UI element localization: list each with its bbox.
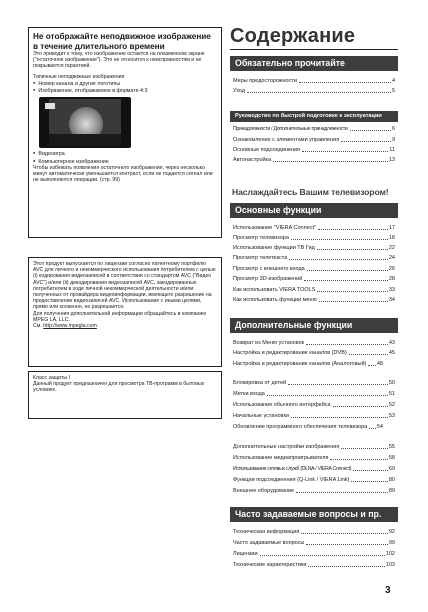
license-see: См. http://www.mpegla.com.: [33, 323, 99, 330]
bullet-item: ● Номер канала и другие логотипы: [33, 80, 217, 87]
toc-entry[interactable]: Меры предосторожности 4: [233, 78, 395, 84]
toc-entry[interactable]: Основные подсоединения 11: [233, 147, 395, 153]
toc-entry[interactable]: Использование сетевых служб (DLNA / VIERA Connect) 69: [233, 466, 395, 472]
toc-entry[interactable]: Дополнительные настройки изображения 55: [233, 444, 395, 450]
toc-entry[interactable]: Просмотр телетекста 24: [233, 255, 395, 261]
toc-entry[interactable]: Уход 5: [233, 88, 395, 94]
page-title: Содержание: [230, 25, 356, 47]
bullet-list-bottom: [33, 150, 217, 165]
toc-entry[interactable]: Использование функции ТВ Гид 22: [233, 245, 395, 251]
protection-class-box: [28, 371, 222, 419]
toc-entry[interactable]: Как использовать VIERA TOOLS 33: [233, 287, 395, 293]
section-header-quick-start: Руководство по быстрой подготовке к эксплуатации: [230, 111, 398, 122]
license-text: Этот продукт выпускается по лицензии согласно патентному портфелю AVC для личного и некоммерческого использования потребителем с целью (i) кодирования видеозаписей в соответствии со стандартом AVC ("Видео AVC") и/или (ii) декодирования видеозаписей AVC, закодированных потребителем в ходе личной некоммерческой деятельности и/или полученных от провайдера видеоинформации, имеющего разрешение на предоставление видеозаписей AVC. Использование с иными целями, прямо или косвенно, не разрешается.: [33, 261, 216, 311]
still-image-notice-box: [28, 27, 222, 238]
page-number: 3: [385, 585, 391, 596]
still-image-illustration: [39, 97, 131, 148]
bullet-item: ● Компьютерное изображение: [33, 158, 217, 165]
typical-images-label: Типичные неподвижные изображения: [33, 73, 125, 80]
still-image-intro: Это приводит к тому, что изображение остается на плазменном экране ("остаточное изображение"). Это не относится к неисправностям и не покрывается гарантией.: [33, 51, 205, 70]
toc-entry[interactable]: Технические характеристики 103: [233, 562, 395, 568]
slogan: Наслаждайтесь Вашим телевизором!: [232, 187, 389, 197]
toc-entry[interactable]: Настройка и редактирование каналов (Аналоговый) 48: [233, 361, 383, 367]
toc-entry[interactable]: Функции подсоединения (Q-Link / VIERA Link) 80: [233, 477, 395, 483]
toc-entry[interactable]: Как использовать функции меню 34: [233, 297, 395, 303]
toc-entry[interactable]: Блокировка от детей 50: [233, 380, 395, 386]
toc-entry[interactable]: Возврат из Меню установок 43: [233, 340, 395, 346]
section-header-advanced-functions: Дополнительные функции: [230, 318, 398, 333]
title-divider: [230, 49, 398, 50]
toc-entry[interactable]: Просмотр телевизора 18: [233, 235, 395, 241]
section-header-basic-functions: Основные функции: [230, 203, 398, 218]
bullet-item: ● Видеоигра: [33, 150, 217, 157]
toc-entry[interactable]: Техническая информация 92: [233, 529, 395, 535]
bullet-list-top: [33, 80, 217, 95]
protection-text: Данный продукт предназначен для просмотра ТВ-программ в бытовых условиях.: [33, 381, 205, 394]
toc-entry[interactable]: Часто задаваемые вопросы 99: [233, 540, 395, 546]
protection-class: Класс защиты I: [33, 375, 70, 381]
toc-entry[interactable]: Автонастройка 13: [233, 157, 395, 163]
toc-entry[interactable]: Использование медиапроигрывателя 58: [233, 455, 395, 461]
section-header-must-read: Обязательно прочитайте: [230, 56, 398, 71]
toc-entry[interactable]: Ознакомление с элементами управления 9: [233, 137, 395, 143]
toc-entry[interactable]: Начальные установки 53: [233, 413, 395, 419]
mpegla-link[interactable]: http://www.mpegla.com: [43, 323, 97, 330]
toc-entry[interactable]: Настройка и редактирование каналов (DVB) 45: [233, 350, 395, 356]
still-image-outro: Чтобы избежать появления остаточного изображения, через несколько минут автоматически уменьшается контраст, если не подается сигнал или не выполняются операции. (стр. 99): [33, 165, 213, 184]
avc-license-box: [28, 257, 222, 367]
toc-entry[interactable]: Метки входа 51: [233, 391, 395, 397]
toc-entry[interactable]: Просмотр с внешнего входа 26: [233, 266, 395, 272]
bullet-item: ● Изображение, отображаемое в формате 4:3: [33, 87, 217, 94]
toc-entry[interactable]: Использование обычного интерфейса 52: [233, 402, 395, 408]
toc-entry[interactable]: Принадлежности / Дополнительные принадлежности 6: [233, 126, 395, 132]
toc-entry[interactable]: Просмотр 3D-изображений 28: [233, 276, 395, 282]
toc-entry[interactable]: Лицензии 102: [233, 551, 395, 557]
still-image-heading: Не отображайте неподвижное изображение в течение длительного времени: [33, 32, 211, 51]
toc-entry[interactable]: Внешнее оборудование 89: [233, 488, 395, 494]
section-header-faq: Часто задаваемые вопросы и пр.: [230, 507, 398, 522]
toc-entry[interactable]: Использование "VIERA Connect" 17: [233, 225, 395, 231]
license-info: Для получения дополнительной информации обращайтесь в компанию MPEG LA, LLC.: [33, 310, 207, 323]
toc-entry[interactable]: Обновление программного обеспечения телевизора 54: [233, 424, 383, 430]
